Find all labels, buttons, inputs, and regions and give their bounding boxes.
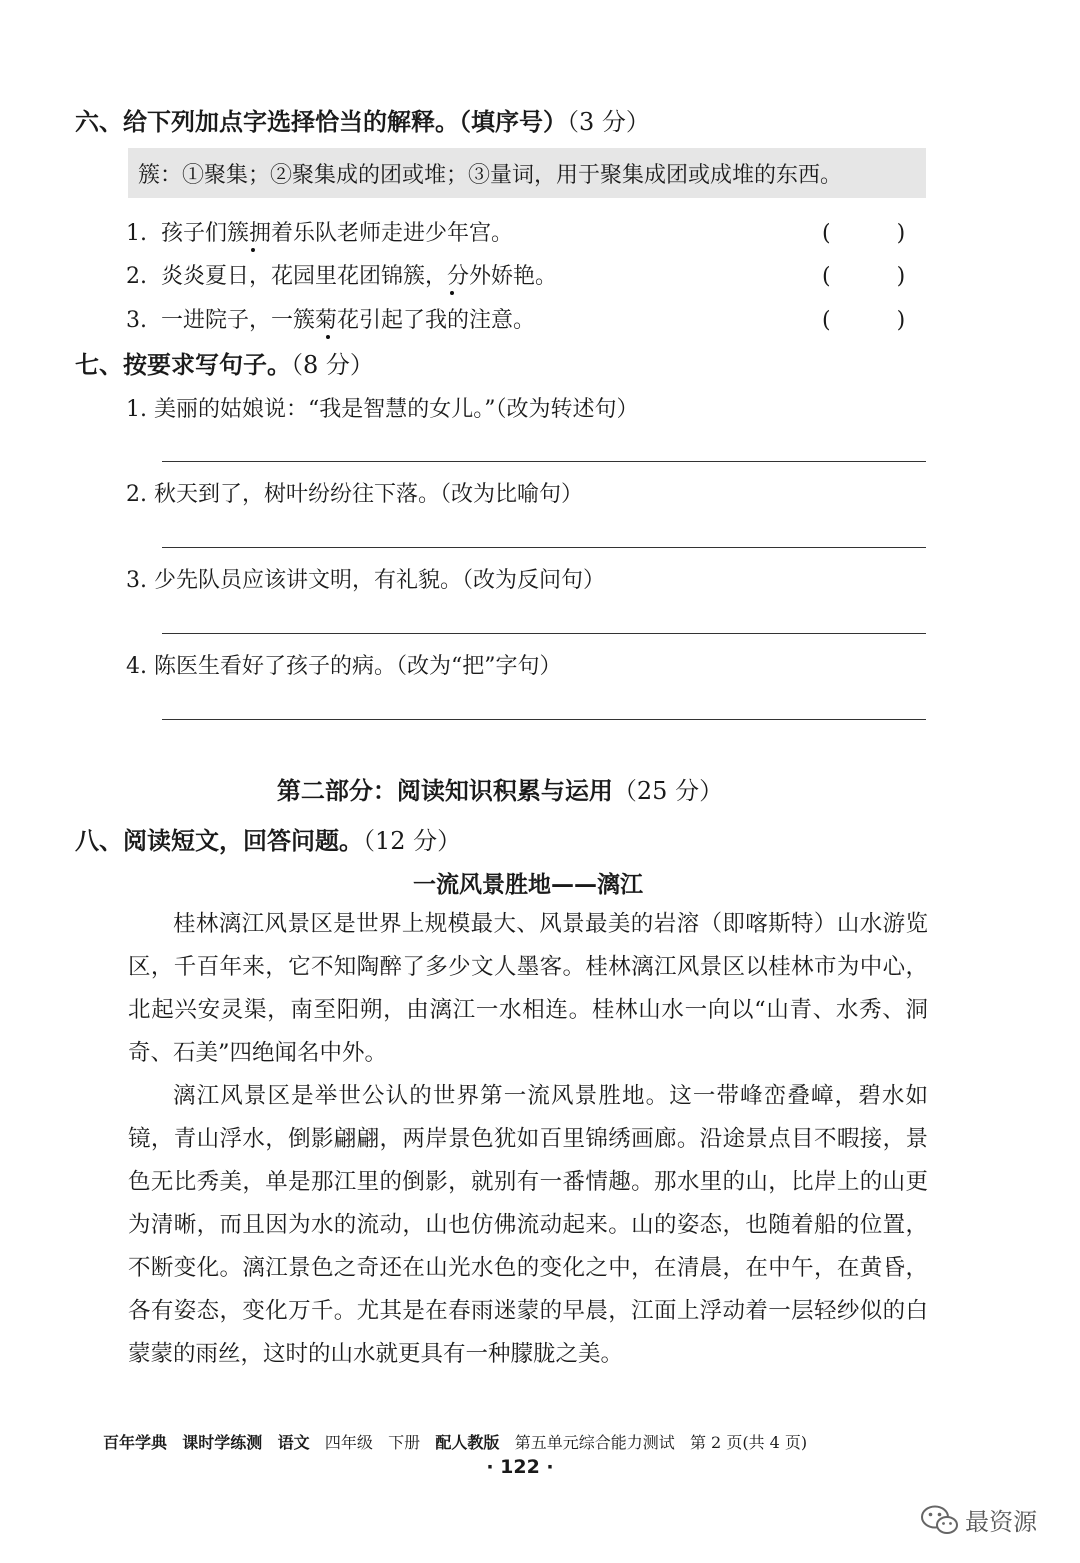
s6-item-number: 3. [126,308,147,333]
footer-series: 课时学练测 [182,1433,263,1452]
definition-box [128,148,926,198]
s6-item-number: 2. [126,264,147,289]
answer-line[interactable] [162,461,926,462]
part-2-title: 第二部分：阅读知识积累与运用 [276,777,613,805]
footer-edition: 配人教版 [435,1433,500,1452]
s6-item-text: 一进院子，一簇菊花引起了我的注意。 [161,308,536,333]
section-6-title: 六、给下列加点字选择恰当的解释。（填序号） [75,108,567,136]
article-paragraph-1: 桂林漓江风景区是世界上规模最大、风景最美的岩溶（即喀斯特）山水游览区，千百年来，它不知陶醉了多少文人墨客。桂林漓江风景区以桂林市为中心，北起兴安灵渠，南至阳朔，由漓江一水相连。桂林山水一向以“山青、水秀、洞奇、石美”四绝闻名中外。 [128,911,928,1066]
article-paragraph-2: 漓江风景区是举世公认的世界第一流风景胜地。这一带峰峦叠嶂，碧水如镜，青山浮水，倒影翩翩，两岸景色犹如百里锦绣画廊。沿途景点目不暇接，景色无比秀美，单是那江里的倒影，就别有一番情趣。那水里的山，比岸上的山更为清晰，而且因为水的流动，山也仿佛流动起来。山的姿态，也随着船的位置，不断变化。漓江景色之奇还在山光水色的变化之中，在清晨，在中午，在黄昏，各有姿态，变化万千。尤其是在春雨迷蒙的早晨，江面上浮动着一层轻纱似的白蒙蒙的雨丝，这时的山水就更具有一种朦胧之美。 [128,1083,928,1367]
footer-brand: 百年学典 [103,1433,168,1452]
footer-grade: 四年级 [324,1433,373,1452]
section-6-score: （3 分） [567,108,650,136]
footer-page: 第 2 页(共 4 页) [689,1433,808,1452]
section-8-score: （12 分） [363,827,462,855]
answer-line[interactable] [162,633,926,634]
footer-subject: 语文 [277,1433,310,1452]
section-7-score: （8 分） [291,351,374,379]
section-8-heading [75,821,461,856]
s6-item-2 [126,259,557,290]
answer-line[interactable] [162,719,926,720]
s7-item-2 [126,477,583,508]
s7-item-text: 陈医生看好了孩子的病。（改为“把”字句） [154,654,562,679]
section-7-title: 七、按要求写句子。 [75,351,291,379]
answer-line[interactable] [162,547,926,548]
s7-item-number: 1. [126,397,147,422]
watermark [920,1502,1037,1537]
s7-item-number: 2. [126,482,147,507]
section-8-title: 八、阅读短文，回答问题。 [75,827,363,855]
s6-item-text: 炎炎夏日，花园里花团锦簇，分外娇艳。 [161,264,558,289]
watermark-text: 最资源 [965,1508,1038,1536]
s7-item-1 [126,392,639,423]
s6-item-3 [126,303,535,334]
answer-blank[interactable]: ( ) [822,308,906,333]
s7-item-text: 秋天到了，树叶纷纷往下落。（改为比喻句） [154,482,584,507]
answer-blank[interactable]: ( ) [822,264,906,289]
wechat-icon [920,1504,960,1536]
emphasis-dot [450,291,454,295]
s7-item-3 [126,563,605,594]
emphasis-dot [326,335,330,339]
s6-item-1 [126,216,513,247]
s7-item-number: 4. [126,654,147,679]
s6-item-number: 1. [126,221,147,246]
footer-volume: 下册 [388,1433,421,1452]
answer-blank[interactable]: ( ) [822,221,906,246]
emphasis-dot [251,248,255,252]
s7-item-text: 少先队员应该讲文明，有礼貌。（改为反问句） [154,568,606,593]
section-6-heading [75,102,650,137]
s7-item-text: 美丽的姑娘说：“我是智慧的女儿。”（改为转述句） [154,397,639,422]
footer-bar [103,1430,807,1453]
s7-item-number: 3. [126,568,147,593]
footer-test: 第五单元综合能力测试 [514,1433,675,1452]
s6-item-text: 孩子们簇拥着乐队老师走进少年宫。 [161,221,514,246]
page-number: · 122 · [486,1456,554,1478]
part-2-score: （25 分） [612,777,724,805]
definition-text: 簇：①聚集；②聚集成的团或堆；③量词，用于聚集成团或成堆的东西。 [138,163,843,188]
section-7-heading [75,345,374,380]
part-2-heading [0,771,1000,806]
s7-item-4 [126,649,562,680]
article-title: 一流风景胜地——漓江 [413,872,643,898]
